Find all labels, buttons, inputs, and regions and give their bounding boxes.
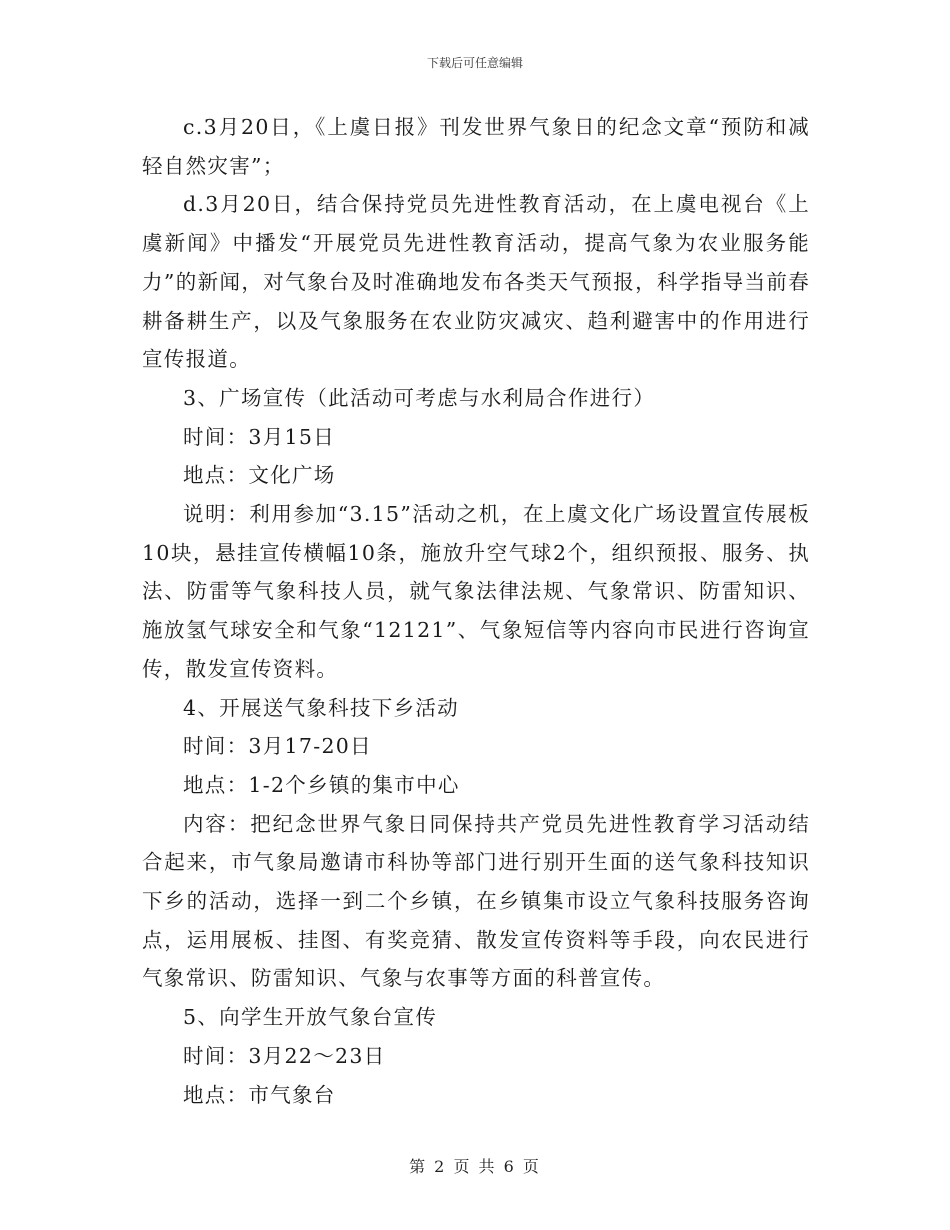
section-heading-3: 3、广场宣传（此活动可考虑与水利局合作进行） [183,385,656,410]
content-4: 内容：把纪念世界气象日同保持共产党员先进性教育学习活动结合起来，市气象局邀请市科协等部门进行别开生面的送气象科技知识下乡的活动，选择一到二个乡镇，在乡镇集市设立气象科技服务咨询点，运用展板、挂图、有奖竞猜、散发宣传资料等手段，向农民进行气象常识、防雷知识、气象与农事等方面的科普宣传。 [142,811,810,991]
document-body [142,108,810,1114]
time-line-5: 时间：3月22～23日 [183,1043,386,1068]
page-footer: 第 2 页 共 6 页 [409,1157,541,1176]
time-line-4: 时间：3月17-20日 [183,734,372,759]
location-line-4: 地点：1-2个乡镇的集市中心 [183,772,460,797]
paragraph-c: c.3月20日，《上虞日报》刊发世界气象日的纪念文章“预防和减轻自然灾害”； [142,115,810,178]
time-line-3: 时间：3月15日 [183,424,336,449]
paragraph-d: d.3月20日，结合保持党员先进性教育活动，在上虞电视台《上虞新闻》中播发“开展党员先进性教育活动，提高气象为农业服务能力”的新闻，对气象台及时准确地发布各类天气预报，科学指导当前春耕备耕生产，以及气象服务在农业防灾减灾、趋利避害中的作用进行宣传报道。 [142,192,810,372]
description-3: 说明：利用参加“3.15”活动之机，在上虞文化广场设置宣传展板10块，悬挂宣传横幅10条，施放升空气球2个，组织预报、服务、执法、防雷等气象科技人员，就气象法律法规、气象常识、防雷知识、施放氢气球安全和气象“12121”、气象短信等内容向市民进行咨询宣传，散发宣传资料。 [142,502,810,681]
location-line-3: 地点：文化广场 [183,463,336,488]
page-header: 下载后可任意编辑 [426,56,523,70]
section-heading-5: 5、向学生开放气象台宣传 [183,1005,438,1030]
section-heading-4: 4、开展送气象科技下乡活动 [183,695,459,720]
location-line-5: 地点：市气象台 [183,1082,336,1107]
